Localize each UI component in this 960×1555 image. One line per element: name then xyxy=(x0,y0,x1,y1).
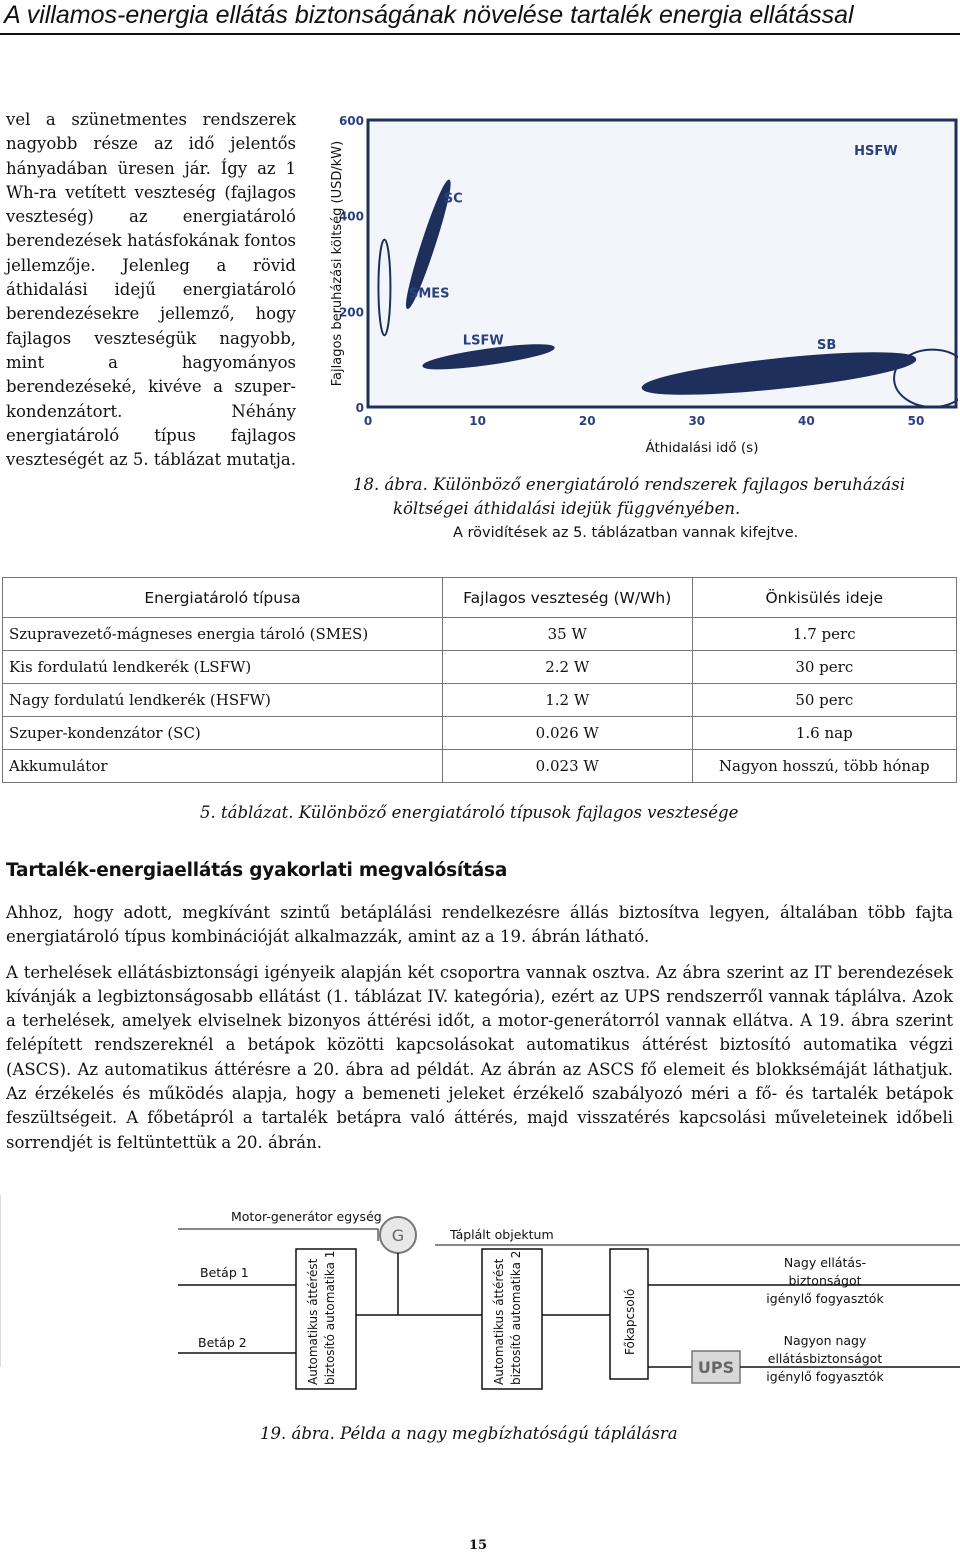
load-1-label-c: igénylő fogyasztók xyxy=(766,1291,884,1306)
figure-18-subcaption: A rövidítések az 5. táblázatban vannak kifejtve. xyxy=(453,525,799,541)
motor-gen-label: Motor-generátor egység xyxy=(231,1209,382,1224)
series-label-sc: SC xyxy=(443,191,463,207)
cell-type: Akkumulátor xyxy=(3,750,443,783)
cell-loss: 0.026 W xyxy=(442,717,692,750)
betap-2-label: Betáp 2 xyxy=(198,1335,247,1350)
cell-type: Nagy fordulatú lendkerék (HSFW) xyxy=(3,684,443,717)
header-rule xyxy=(0,33,960,35)
cell-discharge: 50 perc xyxy=(692,684,956,717)
ats-2-label-b: biztosító automatika 2 xyxy=(509,1250,523,1385)
intro-text: vel a szünetmentes rendszerek nagyobb része az idő jelentős hányadában üresen jár. Így az 1 Wh-ra vetített veszteség (fajlagos veszteség) az energiatároló berendezések hatásfokának fontos jellemzője. Jelenleg a rövid áthidalási idejű energiatároló berendezésekre jellemző, hogy fajlagos veszteségük nagyobb, mint a hagyományos berendezéseké, kivéve a szuper-kondenzátort. Néhány energiatároló típus fajlagos veszteségét az 5. táblázat mutatja. xyxy=(6,110,296,470)
series-label-hsfw: HSFW xyxy=(854,144,898,159)
ats-2-label-a: Automatikus áttérést xyxy=(492,1258,506,1385)
table-5-number: 5. táblázat. xyxy=(200,803,294,822)
motor-gen-bracket xyxy=(178,1229,378,1241)
cell-type: Kis fordulatú lendkerék (LSFW) xyxy=(3,651,443,684)
paragraph-1: Ahhoz, hogy adott, megkívánt szintű betáplálási rendelkezésre állás biztosítva legyen, általában több fajta energiatároló típus kombinációját alkalmazzák, amint az a 19. ábrán látható. xyxy=(6,903,953,947)
y-tick-label: 0 xyxy=(355,401,364,415)
cell-loss: 2.2 W xyxy=(442,651,692,684)
figure-19-caption-text: Példa a nagy megbízhatóságú táplálásra xyxy=(340,1424,678,1443)
load-2-label-a: Nagyon nagy xyxy=(783,1333,867,1348)
y-tick-label: 200 xyxy=(338,305,364,320)
table-5 xyxy=(2,577,957,783)
y-axis-label: Fajlagos beruházási költség (USD/kW) xyxy=(330,140,345,387)
section-heading: Tartalék-energiaellátás gyakorlati megvalósítása xyxy=(6,860,508,881)
x-axis-label: Áthidalási idő (s) xyxy=(645,440,759,456)
table-header-row xyxy=(3,578,957,618)
x-tick-label: 0 xyxy=(363,414,373,428)
figure-19-diagram xyxy=(0,1195,960,1420)
cell-loss: 35 W xyxy=(442,618,692,651)
generator-label: G xyxy=(391,1226,405,1245)
y-tick-label: 600 xyxy=(338,114,364,128)
x-tick-label: 30 xyxy=(688,414,706,428)
cell-discharge: 1.7 perc xyxy=(692,618,956,651)
ats-1-label-b: biztosító automatika 1 xyxy=(323,1250,337,1385)
table-row xyxy=(3,651,957,684)
col-header-self-discharge: Önkisülés ideje xyxy=(692,578,956,618)
paragraph-2: A terhelések ellátásbiztonsági igényeik alapján két csoportra vannak osztva. Az ábra szerint az IT berendezések kívánják a legbiztonságosabb ellátást (1. táblázat IV. kategória), ezért az UPS rendszerről vannak táplálva. Azok a terhelések, amelyek elviselnek bizonyos áttérési időt, a motor-generátorról vannak ellátva. A 19. ábra szerint felépített rendszereknél a betápok közötti kapcsolásokat automatikus áttérést biztosító automatika végzi (ASCS). Az automatikus áttérésre a 20. ábra ad példát. Az ábrán az ASCS fő elemeit és blokksémáját láthatjuk. Az érzékelés és működés alapja, hogy a bemeneti jeleket érzékelő szabályozó méri a fő- és tartalék betápok feszültségeit. A főbetápról a tartalék betápra való áttérés, majd visszatérés kapcsolási műveleteinek időbeli sorrendjét is feltüntettük a 20. ábrán. xyxy=(6,962,953,1152)
page-number: 15 xyxy=(469,1538,488,1553)
fed-object-label: Táplált objektum xyxy=(450,1227,554,1242)
col-header-type: Energiatároló típusa xyxy=(3,578,443,618)
figure-18-caption-text-2: költségei áthidalási idejük függvényében. xyxy=(393,499,741,518)
section-body xyxy=(6,901,953,1166)
table-5-caption xyxy=(200,803,738,822)
table-row xyxy=(3,750,957,783)
ups-label: UPS xyxy=(697,1358,735,1377)
x-tick-label: 40 xyxy=(798,414,815,428)
cell-loss: 1.2 W xyxy=(442,684,692,717)
series-label-smes: SMES xyxy=(408,286,450,302)
cell-loss: 0.023 W xyxy=(442,750,692,783)
ats-1-label-a: Automatikus áttérést xyxy=(306,1258,320,1385)
series-label-sb: SB xyxy=(817,338,837,354)
figure-18-chart xyxy=(328,112,958,457)
load-2-label-b: ellátásbiztonságot xyxy=(767,1351,883,1366)
table-row xyxy=(3,684,957,717)
figure-18-caption-text: Különböző energiatároló rendszerek fajlagos beruházási xyxy=(433,475,905,494)
col-header-loss: Fajlagos veszteség (W/Wh) xyxy=(442,578,692,618)
cell-discharge: 30 perc xyxy=(692,651,956,684)
figure-19-number: 19. ábra. xyxy=(260,1424,335,1443)
x-tick-label: 10 xyxy=(469,414,486,428)
x-tick-label: 50 xyxy=(907,414,925,428)
cell-type: Szupravezető-mágneses energia tároló (SMES) xyxy=(3,618,443,651)
main-panel-label: Főkapcsoló xyxy=(623,1288,637,1355)
cell-discharge: Nagyon hosszú, több hónap xyxy=(692,750,956,783)
figure-18-caption xyxy=(353,473,953,545)
load-1-label-a: Nagy ellátás- xyxy=(783,1255,867,1270)
series-label-lsfw: LSFW xyxy=(462,333,504,349)
table-5-caption-text: Különböző energiatároló típusok fajlagos vesztesége xyxy=(298,803,739,822)
intro-paragraph xyxy=(6,108,296,472)
chart-plot-area xyxy=(330,114,958,456)
cell-type: Szuper-kondenzátor (SC) xyxy=(3,717,443,750)
figure-18-number: 18. ábra. xyxy=(353,475,428,494)
load-1-label-b: biztonságot xyxy=(788,1273,862,1288)
betap-1-label: Betáp 1 xyxy=(200,1265,249,1280)
cell-discharge: 1.6 nap xyxy=(692,717,956,750)
x-tick-label: 20 xyxy=(578,414,596,428)
table-row xyxy=(3,618,957,651)
table-row xyxy=(3,717,957,750)
page-title: A villamos-energia ellátás biztonságának növelése tartalék energia ellátással xyxy=(4,1,854,29)
y-tick-label: 400 xyxy=(338,209,364,224)
figure-19-caption xyxy=(260,1424,678,1443)
load-2-label-c: igénylő fogyasztók xyxy=(766,1369,884,1384)
